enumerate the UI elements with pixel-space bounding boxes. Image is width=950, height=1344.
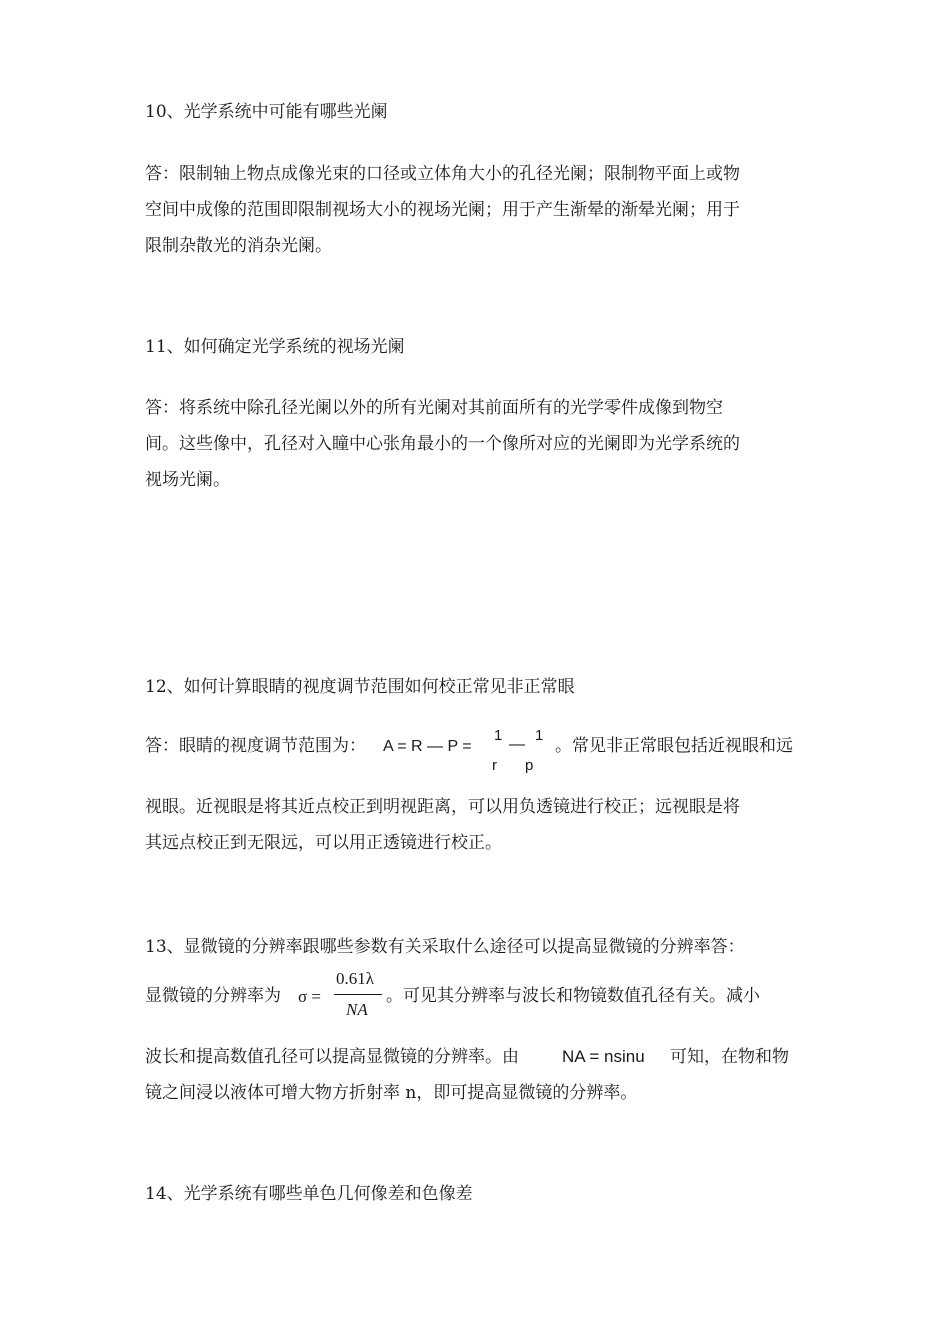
fraction-bar (334, 994, 382, 995)
answer-13-line-1-suffix: 。可见其分辨率与波长和物镜数值孔径有关。减小 (386, 986, 760, 1006)
question-13: 13、显微镜的分辨率跟哪些参数有关采取什么途径可以提高显微镜的分辨率答： (145, 937, 745, 957)
fraction-minus-sign: — (509, 736, 525, 753)
resolution-numerator: 0.61λ (336, 969, 374, 988)
answer-12-line-1-suffix: 。常见非正常眼包括近视眼和远 (555, 736, 793, 756)
answer-13-line-2-prefix: 波长和提高数值孔径可以提高显微镜的分辨率。由 (145, 1047, 519, 1067)
question-11: 11、如何确定光学系统的视场光阑 (145, 337, 405, 357)
na-formula: NA = nsinu (562, 1047, 645, 1066)
question-10: 10、光学系统中可能有哪些光阑 (145, 102, 388, 122)
answer-13-line-3: 镜之间浸以液体可增大物方折射率 n，即可提高显微镜的分辨率。 (145, 1083, 638, 1103)
answer-10-line-3: 限制杂散光的消杂光阑。 (145, 236, 332, 256)
question-12: 12、如何计算眼睛的视度调节范围如何校正常见非正常眼 (145, 677, 575, 697)
answer-10-line-2: 空间中成像的范围即限制视场大小的视场光阑；用于产生渐晕的渐晕光阑；用于 (145, 200, 740, 220)
answer-11-line-3: 视场光阑。 (145, 470, 230, 490)
fraction-2-numerator: 1 (535, 727, 544, 744)
answer-12-line-1-prefix: 答：眼睛的视度调节范围为： (145, 736, 366, 756)
sigma-label: σ = (298, 987, 322, 1006)
answer-13-line-2-suffix: 可知，在物和物 (670, 1047, 789, 1067)
fraction-1-denominator: r (492, 757, 497, 774)
answer-11-line-1: 答：将系统中除孔径光阑以外的所有光阑对其前面所有的光学零件成像到物空 (145, 398, 723, 418)
resolution-denominator: NA (346, 1000, 368, 1019)
answer-12-line-2: 视眼。近视眼是将其近点校正到明视距离，可以用负透镜进行校正；远视眼是将 (145, 797, 740, 817)
diopter-formula: A = R — P = (383, 738, 472, 755)
answer-10-line-1: 答：限制轴上物点成像光束的口径或立体角大小的孔径光阑；限制物平面上或物 (145, 164, 740, 184)
fraction-2-denominator: p (525, 757, 534, 774)
question-14: 14、光学系统有哪些单色几何像差和色像差 (145, 1184, 473, 1204)
answer-11-line-2: 间。这些像中，孔径对入瞳中心张角最小的一个像所对应的光阑即为光学系统的 (145, 434, 740, 454)
answer-12-line-3: 其远点校正到无限远，可以用正透镜进行校正。 (145, 833, 502, 853)
answer-13-line-1-prefix: 显微镜的分辨率为 (145, 986, 281, 1006)
fraction-1-numerator: 1 (494, 727, 503, 744)
